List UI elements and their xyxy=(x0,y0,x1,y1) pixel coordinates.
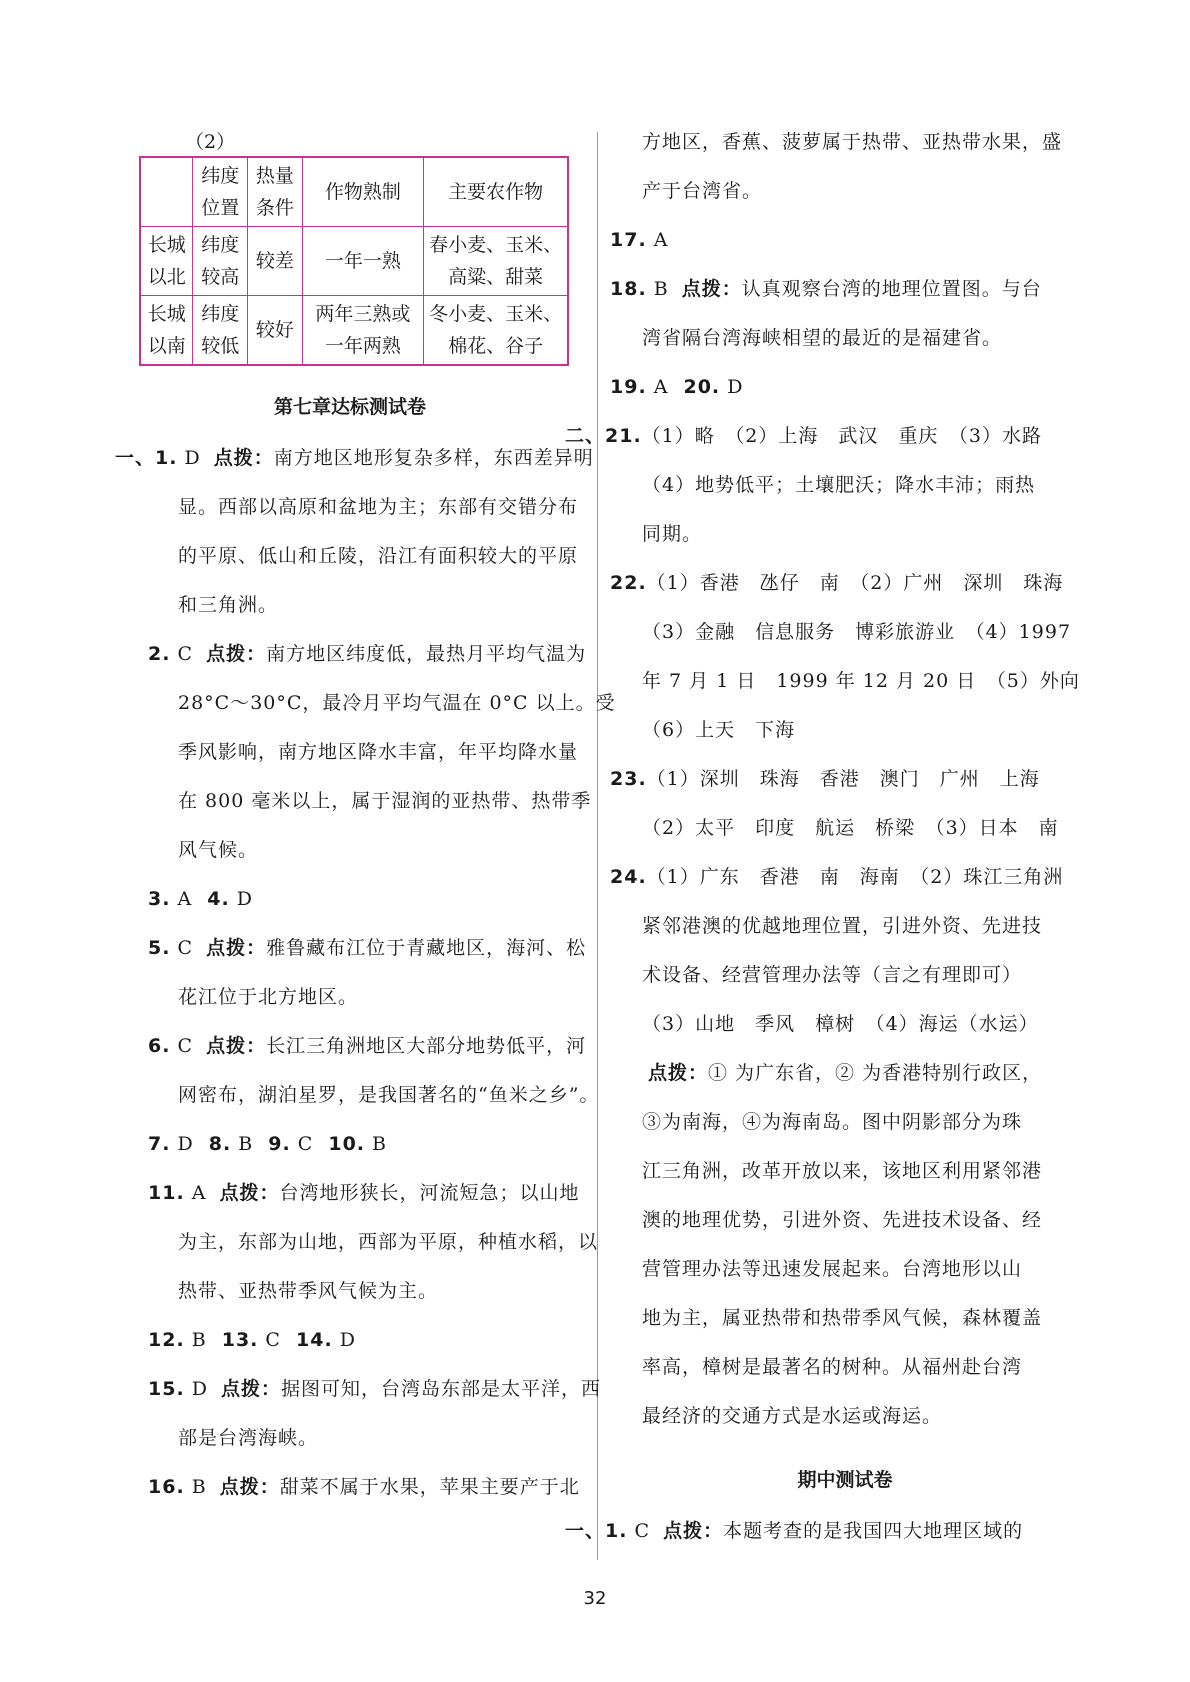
hint-label: 点拨： xyxy=(206,1035,267,1057)
answer-text: 季风影响，南方地区降水丰富，年平均降水量 xyxy=(178,741,579,763)
answer-text: ① 为广东省，② 为香港特别行政区， xyxy=(708,1062,1043,1084)
table-header-row xyxy=(140,157,568,227)
answer-line xyxy=(115,1022,585,1071)
table-header-cell: 作物熟制 xyxy=(302,157,423,227)
answer-text: （1）广东 香港 南 海南 （2）珠江三角洲 xyxy=(646,866,1064,888)
answer-line xyxy=(115,777,592,826)
hint-label: 点拨： xyxy=(213,447,274,469)
answer-choice: D xyxy=(184,1378,215,1400)
answer-line xyxy=(610,755,1080,804)
answer-text: 年 7 月 1 日 1999 年 12 月 20 日 （5）外向 xyxy=(642,670,1080,692)
answer-text: 江三角洲，改革开放以来，该地区利用紧邻港 xyxy=(642,1160,1043,1182)
answer-choice: C xyxy=(170,937,201,959)
answer-choice: B xyxy=(184,1329,214,1351)
answer-line xyxy=(115,1414,585,1463)
answer-text: 和三角洲。 xyxy=(178,594,279,616)
answer-text: 术设备、经营管理办法等（言之有理即可） xyxy=(642,964,1023,986)
left-answer-lines xyxy=(115,434,616,1512)
answer-text: （3）山地 季风 樟树 （4）海运（水运） xyxy=(642,1013,1039,1035)
answer-choice: A xyxy=(646,229,669,251)
answer-line xyxy=(115,1120,585,1169)
answer-choice: C xyxy=(170,643,201,665)
answer-line xyxy=(565,1507,1080,1556)
question-number: 23. xyxy=(610,768,647,790)
answer-line xyxy=(115,1218,599,1267)
answer-choice: B xyxy=(646,278,676,300)
table-row xyxy=(140,296,568,366)
hint-label: 点拨： xyxy=(663,1520,724,1542)
answer-text: 认真观察台湾的地理位置图。与台 xyxy=(741,278,1042,300)
answer-text: 产于台湾省。 xyxy=(642,180,763,202)
answer-line xyxy=(610,461,1080,510)
question-number: 19. xyxy=(610,376,647,398)
answer-choice: A xyxy=(646,376,676,398)
answer-text: 部是台湾海峡。 xyxy=(178,1427,319,1449)
table-cell: 较差 xyxy=(248,227,303,296)
question-number: 24. xyxy=(610,866,647,888)
question-number: 16. xyxy=(148,1476,185,1498)
answer-line xyxy=(610,314,1080,363)
answer-line xyxy=(610,902,1080,951)
answer-line xyxy=(115,483,585,532)
answer-choice: C xyxy=(258,1329,289,1351)
answer-choice: D xyxy=(177,447,208,469)
answer-text: 南方地区地形复杂多样，东西差异明 xyxy=(273,447,594,469)
answer-text: （1）深圳 珠海 香港 澳门 广州 上海 xyxy=(646,768,1040,790)
table-cell: 春小麦、玉米、高粱、甜菜 xyxy=(424,227,568,296)
answer-line xyxy=(115,1463,585,1512)
question-number: 7. xyxy=(148,1133,171,1155)
question-number: 3. xyxy=(148,888,171,910)
crops-table xyxy=(139,156,569,366)
answer-text: 澳的地理优势，引进外资、先进技术设备、经 xyxy=(642,1209,1043,1231)
section-title: 第七章达标测试卷 xyxy=(273,396,426,418)
answer-line xyxy=(610,559,1080,608)
question-number: 8. xyxy=(208,1133,232,1155)
question-number: 13. xyxy=(221,1329,259,1351)
hint-label: 点拨： xyxy=(681,278,742,300)
answer-line xyxy=(610,167,1080,216)
answer-text: 甜菜不属于水果，苹果主要产于北 xyxy=(279,1476,580,1498)
answer-choice: C xyxy=(627,1520,658,1542)
answer-text: （4）地势低平；土壤肥沃；降水丰沛；雨热 xyxy=(642,474,1036,496)
question-number: 15. xyxy=(148,1378,185,1400)
question-number: 11. xyxy=(148,1182,185,1204)
question-number: 17. xyxy=(610,229,647,251)
answer-line xyxy=(610,1000,1080,1049)
hint-label: 点拨： xyxy=(206,643,267,665)
question-number: 22. xyxy=(610,572,647,594)
table-cell: 长城以北 xyxy=(140,227,193,296)
answer-text: 在 800 毫米以上，属于湿润的亚热带、热带季 xyxy=(178,790,592,812)
answer-line xyxy=(610,363,1080,412)
answer-text: 台湾地形狭长，河流短急；以山地 xyxy=(279,1182,580,1204)
answer-line xyxy=(565,412,1080,461)
answer-choice: A xyxy=(184,1182,214,1204)
answer-choice: A xyxy=(170,888,200,910)
answer-line xyxy=(610,951,1080,1000)
answer-text: 网密布，湖泊星罗，是我国著名的“鱼米之乡”。 xyxy=(178,1084,600,1106)
answer-text: 风气候。 xyxy=(178,839,259,861)
answer-line xyxy=(610,1147,1080,1196)
answer-line xyxy=(610,1098,1080,1147)
question-number: 20. xyxy=(683,376,721,398)
question-number: 6. xyxy=(148,1035,171,1057)
answer-text: （6）上天 下海 xyxy=(642,719,796,741)
answer-line xyxy=(610,1392,1080,1441)
answer-line xyxy=(610,853,1080,902)
answer-text: （2）太平 印度 航运 桥梁 （3）日本 南 xyxy=(642,817,1059,839)
answer-line xyxy=(115,875,585,924)
answer-line xyxy=(610,1294,1080,1343)
answer-text: 营管理办法等迅速发展起来。台湾地形以山 xyxy=(642,1258,1023,1280)
answer-text: 热带、亚热带季风气候为主。 xyxy=(178,1280,439,1302)
answer-line xyxy=(115,924,585,973)
answer-choice: D xyxy=(720,376,744,398)
answer-text: 据图可知，台湾岛东部是太平洋，西 xyxy=(281,1378,602,1400)
right-answer-lines-2 xyxy=(565,1507,1080,1556)
answer-line xyxy=(610,657,1080,706)
answer-line xyxy=(610,216,1080,265)
column-divider xyxy=(597,132,598,1560)
answer-choice: B xyxy=(231,1133,261,1155)
answer-line xyxy=(115,826,585,875)
answer-text: ③为南海，④为海南岛。图中阴影部分为珠 xyxy=(642,1111,1023,1133)
answer-text: 湾省隔台湾海峡相望的最近的是福建省。 xyxy=(642,327,1003,349)
hint-label: 点拨： xyxy=(206,937,267,959)
answer-line xyxy=(115,679,616,728)
answer-line xyxy=(610,265,1080,314)
answer-choice: D xyxy=(332,1329,356,1351)
answer-choice: B xyxy=(184,1476,214,1498)
answer-line xyxy=(115,532,585,581)
table-cell: 两年三熟或一年两熟 xyxy=(302,296,423,366)
answer-choice: B xyxy=(365,1133,388,1155)
answer-text: 地为主，属亚热带和热带季风气候，森林覆盖 xyxy=(642,1307,1043,1329)
answer-line xyxy=(115,434,594,483)
table-label: （2） xyxy=(185,131,236,153)
answer-line xyxy=(610,118,1080,167)
answer-line xyxy=(115,1267,585,1316)
answer-line xyxy=(610,1049,1080,1098)
question-number: 2. xyxy=(148,643,171,665)
answer-choice: D xyxy=(170,1133,201,1155)
answer-line xyxy=(610,1196,1080,1245)
answer-text: 方地区，香蕉、菠萝属于热带、亚热带水果，盛 xyxy=(642,131,1063,153)
answer-line xyxy=(115,581,585,630)
answer-line xyxy=(115,1071,600,1120)
answer-choice: D xyxy=(229,888,253,910)
answer-line xyxy=(115,973,585,1022)
question-number: 10. xyxy=(328,1133,366,1155)
answer-text: 南方地区纬度低，最热月平均气温为 xyxy=(266,643,587,665)
answer-line xyxy=(115,1316,585,1365)
table-header-cell: 主要农作物 xyxy=(424,157,568,227)
answer-line xyxy=(610,1343,1080,1392)
question-number: 4. xyxy=(207,888,230,910)
question-number: 一、1. xyxy=(565,1520,628,1542)
answer-line xyxy=(610,608,1080,657)
answer-line xyxy=(610,510,1080,559)
table-header-cell xyxy=(140,157,193,227)
answer-line xyxy=(115,1365,602,1414)
question-number: 14. xyxy=(296,1329,333,1351)
answer-text: 显。西部以高原和盆地为主；东部有交错分布 xyxy=(178,496,579,518)
answer-choice: C xyxy=(290,1133,321,1155)
answer-text: 花江位于北方地区。 xyxy=(178,986,359,1008)
answer-text: 雅鲁藏布江位于青藏地区，海河、松 xyxy=(266,937,587,959)
right-answer-lines xyxy=(565,118,1080,1441)
question-number: 一、1. xyxy=(115,447,178,469)
page-number: 32 xyxy=(583,1588,607,1609)
question-number: 12. xyxy=(148,1329,185,1351)
question-number: 9. xyxy=(268,1133,291,1155)
table-row xyxy=(140,227,568,296)
answer-line xyxy=(115,630,585,679)
right-column xyxy=(565,118,1080,1556)
hint-label: 点拨： xyxy=(648,1062,709,1084)
answer-text: （3）金融 信息服务 博彩旅游业 （4）1997 xyxy=(642,621,1072,643)
answer-line xyxy=(115,1169,585,1218)
answer-text: （1）略 （2）上海 武汉 重庆 （3）水路 xyxy=(641,425,1042,447)
table-cell: 长城以南 xyxy=(140,296,193,366)
answer-text: 同期。 xyxy=(642,523,703,545)
answer-text: 为主，东部为山地，西部为平原，种植水稻，以 xyxy=(178,1231,599,1253)
table-header-cell: 热量条件 xyxy=(248,157,303,227)
answer-line xyxy=(610,804,1080,853)
answer-text: 的平原、低山和丘陵，沿江有面积较大的平原 xyxy=(178,545,579,567)
answer-text: （1）香港 氹仔 南 （2）广州 深圳 珠海 xyxy=(646,572,1064,594)
question-number: 二、21. xyxy=(565,425,642,447)
table-cell: 纬度较高 xyxy=(193,227,248,296)
answer-line xyxy=(610,1245,1080,1294)
hint-label: 点拨： xyxy=(220,1378,281,1400)
answer-text: 率高，樟树是最著名的树种。从福州赴台湾 xyxy=(642,1356,1023,1378)
table-cell: 纬度较低 xyxy=(193,296,248,366)
answer-line xyxy=(115,728,585,777)
answer-text: 本题考查的是我国四大地理区域的 xyxy=(723,1520,1024,1542)
hint-label: 点拨： xyxy=(219,1182,280,1204)
answer-text: 28°C～30°C，最冷月平均气温在 0°C 以上。受 xyxy=(178,692,616,714)
hint-label: 点拨： xyxy=(219,1476,280,1498)
table-header-cell: 纬度位置 xyxy=(193,157,248,227)
table-cell: 冬小麦、玉米、棉花、谷子 xyxy=(424,296,568,366)
answer-text: 长江三角洲地区大部分地势低平，河 xyxy=(266,1035,587,1057)
question-number: 18. xyxy=(610,278,647,300)
table-cell: 一年一熟 xyxy=(302,227,423,296)
answer-text: 紧邻港澳的优越地理位置，引进外资、先进技 xyxy=(642,915,1043,937)
answer-text: 最经济的交通方式是水运或海运。 xyxy=(642,1405,943,1427)
table-cell: 较好 xyxy=(248,296,303,366)
section-title: 期中测试卷 xyxy=(797,1469,893,1491)
question-number: 5. xyxy=(148,937,171,959)
answer-line xyxy=(610,706,1080,755)
answer-choice: C xyxy=(170,1035,201,1057)
